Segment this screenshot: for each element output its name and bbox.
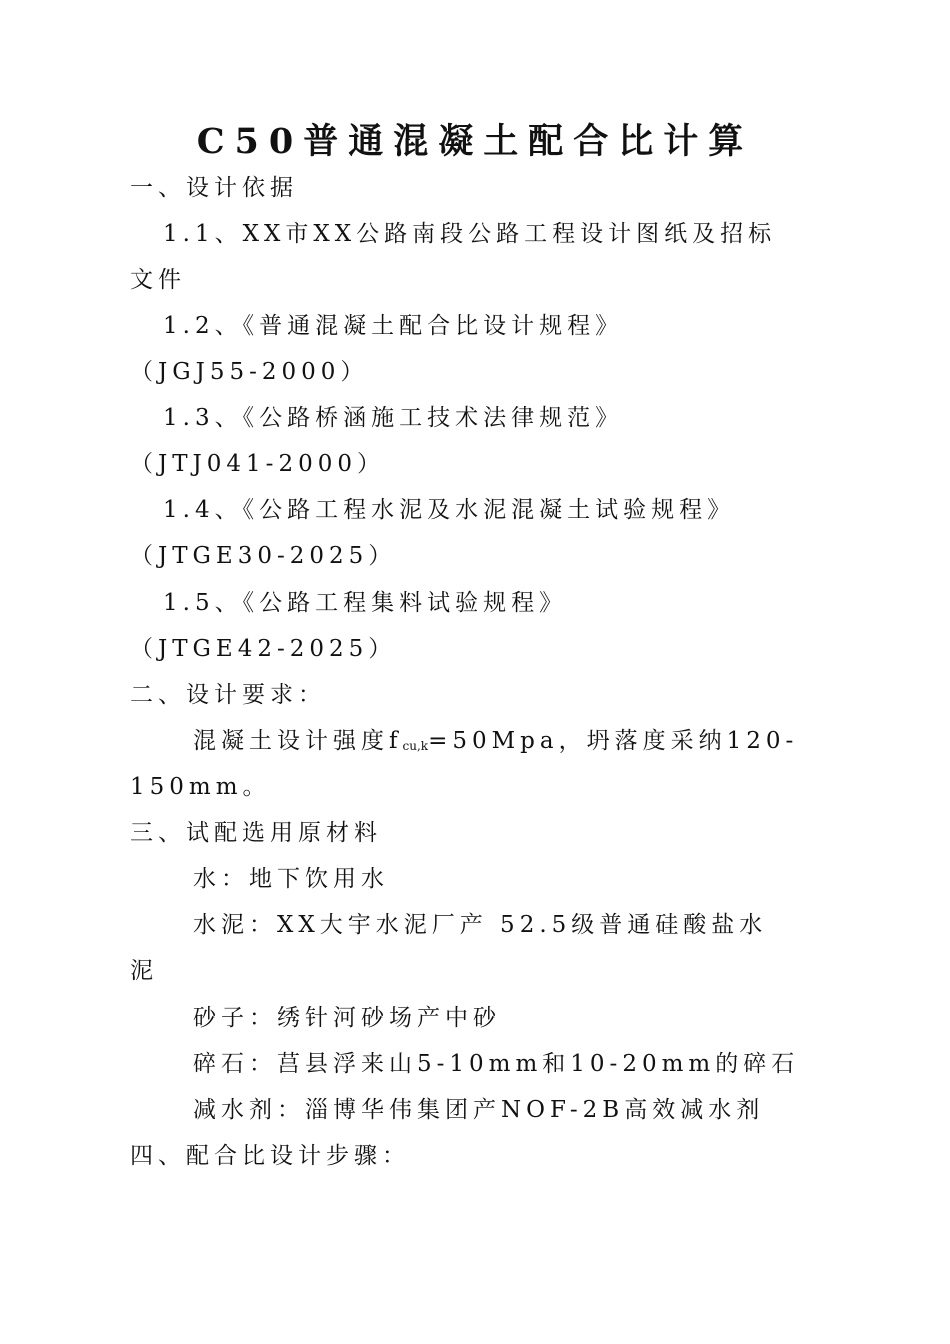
section-2-heading: 二、设计要求：	[130, 682, 326, 708]
design-requirement-line1	[193, 718, 825, 764]
material-sand: 砂子：绣针河砂场产中砂	[193, 1005, 501, 1031]
item-1-3-line2: （JTJ041-2000）	[130, 451, 385, 477]
section-1-heading: 一、设计依据	[130, 175, 298, 201]
material-cement-line2: 泥	[130, 958, 158, 984]
slump-text: =50Mpa，坍落度采纳120-	[428, 728, 799, 754]
item-1-2-line1: 1.2、《普通混凝土配合比设计规程》	[163, 313, 624, 339]
section-4-heading: 四、配合比设计步骤：	[130, 1143, 410, 1169]
item-1-4-line2: （JTGE30-2025）	[130, 543, 397, 569]
item-1-1-line2: 文件	[130, 267, 186, 293]
item-1-5-line1: 1.5、《公路工程集料试验规程》	[163, 590, 568, 616]
strength-subscript: cu,k	[402, 739, 429, 753]
item-1-1-line1: 1.1、XX市XX公路南段公路工程设计图纸及招标	[163, 221, 777, 247]
material-gravel: 碎石：莒县浮来山5-10mm和10-20mm的碎石	[193, 1051, 800, 1077]
item-1-4-line1: 1.4、《公路工程水泥及水泥混凝土试验规程》	[163, 497, 736, 523]
material-admixture: 减水剂：淄博华伟集团产NOF-2B高效减水剂	[193, 1097, 765, 1123]
item-1-3-line1: 1.3、《公路桥涵施工技术法律规范》	[163, 405, 624, 431]
section-3-heading: 三、试配选用原材料	[130, 820, 382, 846]
material-cement-line1: 水泥：XX大宇水泥厂产 52.5级普通硅酸盐水	[193, 912, 768, 938]
item-1-5-line2: （JTGE42-2025）	[130, 636, 397, 662]
design-requirement-line2: 150mm。	[130, 774, 271, 800]
item-1-2-line2: （JGJ55-2000）	[130, 359, 369, 385]
strength-text: 混凝土设计强度f	[193, 728, 403, 754]
document-title: C50普通混凝土配合比计算	[196, 121, 754, 162]
material-water: 水：地下饮用水	[193, 866, 389, 892]
